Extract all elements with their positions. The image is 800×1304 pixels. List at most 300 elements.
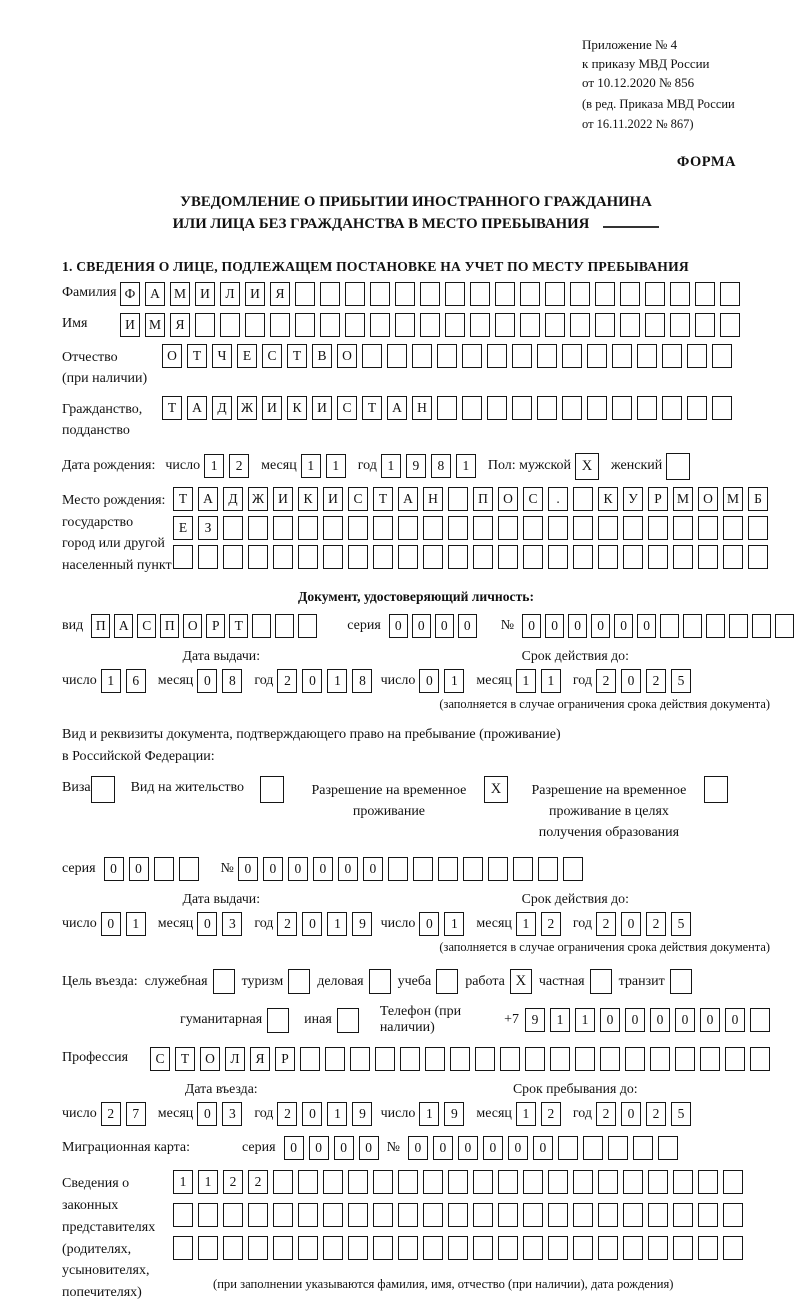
char-box: 0 — [129, 857, 149, 881]
char-box: И — [312, 396, 332, 420]
doc-issue-date — [62, 669, 381, 693]
char-box — [423, 1203, 443, 1227]
given-name-row — [62, 313, 770, 337]
char-box — [345, 282, 365, 306]
char-box — [623, 1236, 643, 1260]
char-box — [362, 344, 382, 368]
title-line2-wrap — [62, 213, 770, 235]
doc-issue-heading: Дата выдачи: — [182, 647, 261, 663]
char-box — [729, 614, 748, 638]
phone-section — [380, 1004, 770, 1036]
char-box — [695, 313, 715, 337]
char-box: З — [198, 516, 218, 540]
char-box — [598, 545, 618, 569]
char-box — [323, 1170, 343, 1194]
char-box — [295, 313, 315, 337]
char-box: 1 — [101, 669, 121, 693]
char-box — [648, 1203, 668, 1227]
char-box — [348, 1170, 368, 1194]
char-box — [595, 282, 615, 306]
annex-header — [582, 36, 770, 134]
char-box — [473, 1170, 493, 1194]
representatives-label-line3: представителях — [62, 1219, 156, 1235]
char-box — [173, 1236, 193, 1260]
char-box: 0 — [435, 614, 454, 638]
stay-doc-series-boxes — [104, 857, 199, 881]
char-box — [548, 1170, 568, 1194]
char-box — [563, 857, 583, 881]
representatives-label-line2: законных — [62, 1198, 119, 1214]
char-box: 1 — [327, 1102, 347, 1126]
char-box: Т — [373, 487, 393, 511]
char-box: 0 — [621, 1102, 641, 1126]
char-box — [573, 1170, 593, 1194]
char-box — [598, 516, 618, 540]
char-box — [273, 545, 293, 569]
char-box: 9 — [525, 1008, 545, 1032]
visa-label: Виза — [62, 780, 91, 796]
purpose-study — [398, 969, 459, 994]
stay-doc-issue-date — [62, 912, 381, 936]
char-box — [462, 344, 482, 368]
char-box: 2 — [596, 912, 616, 936]
char-box — [695, 282, 715, 306]
char-box: 5 — [671, 912, 691, 936]
doc-expiry-note: (заполняется в случае ограничения срока действия документа) — [439, 696, 770, 711]
char-box: 0 — [621, 912, 641, 936]
char-box — [420, 313, 440, 337]
year-label: год — [254, 672, 274, 688]
identity-doc-dates — [62, 648, 770, 712]
char-box: П — [91, 614, 110, 638]
page-title — [62, 191, 770, 235]
number-label: № — [500, 617, 515, 633]
purpose-other-checkbox — [337, 1008, 359, 1033]
char-box: 2 — [223, 1170, 243, 1194]
char-box — [608, 1136, 628, 1160]
char-box — [300, 1047, 320, 1071]
char-box: И — [262, 396, 282, 420]
char-box: И — [323, 487, 343, 511]
purpose-official-checkbox — [213, 969, 235, 994]
char-box — [525, 1047, 545, 1071]
surname-label: Фамилия — [62, 284, 117, 300]
char-box: Т — [229, 614, 248, 638]
day-label: число — [165, 458, 201, 474]
char-box: 2 — [277, 669, 297, 693]
char-box: 0 — [288, 857, 308, 881]
doc-expiry-col — [381, 648, 770, 712]
char-box — [273, 516, 293, 540]
char-box — [348, 516, 368, 540]
month-label: месяц — [476, 1106, 512, 1122]
char-box — [413, 857, 433, 881]
char-box: 0 — [675, 1008, 695, 1032]
citizenship-label-line2: подданство — [62, 422, 130, 438]
char-box: Р — [275, 1047, 295, 1071]
representatives-label-line4: (родителях, — [62, 1241, 132, 1257]
purpose-official — [145, 969, 235, 994]
char-box — [620, 313, 640, 337]
purpose-tourism-checkbox — [288, 969, 310, 994]
char-box — [323, 516, 343, 540]
char-box — [673, 516, 693, 540]
doc-expiry-month-boxes — [516, 669, 561, 693]
purpose-business — [317, 969, 390, 994]
char-box: 6 — [126, 669, 146, 693]
sex-female-checkbox — [666, 453, 690, 480]
char-box: М — [723, 487, 743, 511]
char-box — [723, 1236, 743, 1260]
stay-doc-issue-day-boxes — [101, 912, 146, 936]
char-box — [548, 1236, 568, 1260]
char-box — [748, 516, 768, 540]
char-box — [670, 282, 690, 306]
char-box — [648, 545, 668, 569]
section1-heading: 1. СВЕДЕНИЯ О ЛИЦЕ, ПОДЛЕЖАЩЕМ ПОСТАНОВКЕ НА УЧЕТ ПО МЕСТУ ПРЕБЫВАНИЯ — [62, 258, 689, 274]
stay-doc-intro-line1: Вид и реквизиты документа, подтверждающего право на пребывание (проживание) — [62, 726, 561, 742]
char-box — [323, 1203, 343, 1227]
purpose-work — [465, 969, 532, 994]
purpose-work-checkbox: X — [510, 969, 532, 994]
char-box: А — [187, 396, 207, 420]
entry-date-col — [62, 1081, 381, 1126]
birth-place-rows — [173, 487, 768, 569]
title-line1: УВЕДОМЛЕНИЕ О ПРИБЫТИИ ИНОСТРАННОГО ГРАЖДАНИНА — [180, 193, 652, 210]
char-box — [562, 344, 582, 368]
char-box — [523, 1203, 543, 1227]
char-box — [712, 344, 732, 368]
char-box: 1 — [516, 1102, 536, 1126]
purpose-private — [539, 969, 612, 994]
stay-doc-intro — [62, 724, 770, 769]
char-box: 5 — [671, 669, 691, 693]
purpose-transit — [619, 969, 692, 994]
series-label: серия — [242, 1140, 276, 1156]
char-box: 1 — [327, 669, 347, 693]
doc-issue-month-boxes — [197, 669, 242, 693]
visa-checkbox — [91, 776, 115, 803]
patronymic-label-line1: Отчество — [62, 349, 118, 365]
patronymic-boxes — [162, 344, 732, 368]
char-box — [437, 344, 457, 368]
doc-issue-year-boxes — [277, 669, 372, 693]
char-box: 2 — [596, 1102, 616, 1126]
char-box: 0 — [621, 669, 641, 693]
purpose-humanitarian — [180, 1008, 289, 1033]
char-box — [195, 313, 215, 337]
month-label: месяц — [157, 672, 194, 688]
char-box — [648, 516, 668, 540]
char-box: 1 — [381, 454, 401, 478]
char-box — [348, 1203, 368, 1227]
stay-doc-expiry-date — [381, 912, 770, 936]
char-box: К — [287, 396, 307, 420]
char-box: 0 — [545, 614, 564, 638]
char-box — [550, 1047, 570, 1071]
char-box: 0 — [637, 614, 656, 638]
char-box — [548, 516, 568, 540]
char-box — [637, 396, 657, 420]
char-box: Б — [748, 487, 768, 511]
char-box: И — [120, 313, 140, 337]
month-label: месяц — [261, 458, 297, 474]
char-box: 0 — [334, 1136, 354, 1160]
temp-residence-option — [300, 776, 508, 822]
char-box: А — [398, 487, 418, 511]
char-box: 2 — [248, 1170, 268, 1194]
stay-until-month-boxes — [516, 1102, 561, 1126]
char-box — [660, 614, 679, 638]
char-box — [475, 1047, 495, 1071]
char-box — [587, 396, 607, 420]
doc-expiry-date — [381, 669, 770, 693]
char-box — [750, 1047, 770, 1071]
birth-place-row1-boxes — [173, 487, 768, 511]
char-box: М — [145, 313, 165, 337]
char-box — [537, 344, 557, 368]
char-box: О — [498, 487, 518, 511]
char-box: 8 — [222, 669, 242, 693]
char-box — [558, 1136, 578, 1160]
doc-kind-boxes — [91, 614, 317, 638]
citizenship-label — [62, 396, 162, 441]
stay-doc-expiry-year-boxes — [596, 912, 691, 936]
birth-place-label-line4: населенный пункт — [62, 557, 172, 573]
char-box — [598, 1236, 618, 1260]
char-box — [748, 545, 768, 569]
patronymic-label — [62, 344, 162, 389]
char-box: 0 — [197, 669, 217, 693]
char-box — [520, 282, 540, 306]
char-box — [612, 344, 632, 368]
char-box: 1 — [456, 454, 476, 478]
day-label: число — [62, 672, 97, 688]
month-label: месяц — [476, 916, 512, 932]
purpose-other — [304, 1008, 359, 1033]
char-box: Ж — [237, 396, 257, 420]
char-box — [423, 545, 443, 569]
doc-number-boxes — [522, 614, 794, 638]
char-box — [662, 344, 682, 368]
char-box — [248, 545, 268, 569]
char-box — [223, 1236, 243, 1260]
char-box — [450, 1047, 470, 1071]
char-box — [179, 857, 199, 881]
char-box: 0 — [338, 857, 358, 881]
char-box: 0 — [302, 1102, 322, 1126]
char-box: 0 — [700, 1008, 720, 1032]
char-box — [438, 857, 458, 881]
char-box — [448, 487, 468, 511]
visa-option — [62, 776, 115, 803]
char-box — [675, 1047, 695, 1071]
char-box — [198, 545, 218, 569]
char-box: 0 — [508, 1136, 528, 1160]
purpose-humanitarian-checkbox — [267, 1008, 289, 1033]
purpose-transit-label: транзит — [618, 973, 665, 989]
char-box: О — [162, 344, 182, 368]
stay-doc-intro-line2: в Российской Федерации: — [62, 749, 215, 765]
doc-issue-col — [62, 648, 381, 712]
char-box: С — [337, 396, 357, 420]
char-box: 1 — [575, 1008, 595, 1032]
purpose-business-checkbox — [369, 969, 391, 994]
stay-doc-expiry-month-boxes — [516, 912, 561, 936]
char-box — [487, 344, 507, 368]
char-box: 0 — [302, 912, 322, 936]
char-box — [473, 545, 493, 569]
representatives-row1-boxes — [173, 1170, 743, 1194]
doc-kind-label: вид — [62, 617, 84, 633]
patronymic-row — [62, 344, 770, 389]
char-box — [720, 313, 740, 337]
doc-series-boxes — [389, 614, 477, 638]
char-box — [298, 516, 318, 540]
purpose-tourism-label: туризм — [241, 973, 284, 989]
char-box: Т — [162, 396, 182, 420]
char-box — [373, 545, 393, 569]
series-label: серия — [347, 617, 381, 633]
char-box — [700, 1047, 720, 1071]
char-box — [570, 313, 590, 337]
char-box: Д — [212, 396, 232, 420]
char-box: 1 — [326, 454, 346, 478]
surname-row — [62, 282, 770, 306]
char-box: 0 — [263, 857, 283, 881]
representatives-label-line6: попечителях) — [62, 1284, 142, 1300]
surname-boxes — [120, 282, 740, 306]
char-box — [423, 516, 443, 540]
char-box — [198, 1203, 218, 1227]
char-box — [298, 545, 318, 569]
char-box — [423, 1236, 443, 1260]
char-box — [573, 487, 593, 511]
char-box: 0 — [458, 1136, 478, 1160]
char-box — [420, 282, 440, 306]
char-box — [723, 1203, 743, 1227]
char-box — [598, 1203, 618, 1227]
stay-until-col — [381, 1081, 770, 1126]
char-box: 9 — [352, 912, 372, 936]
char-box: 9 — [444, 1102, 464, 1126]
representatives-row2-boxes — [173, 1203, 743, 1227]
char-box — [573, 1203, 593, 1227]
temp-residence-label: Разрешение на временное проживание — [311, 783, 467, 820]
char-box — [498, 545, 518, 569]
char-box: 8 — [431, 454, 451, 478]
char-box — [387, 344, 407, 368]
char-box: 0 — [197, 1102, 217, 1126]
char-box: Н — [423, 487, 443, 511]
char-box — [423, 1170, 443, 1194]
char-box — [448, 1203, 468, 1227]
identity-doc-heading: Документ, удостоверяющий личность: — [298, 588, 534, 604]
char-box: С — [150, 1047, 170, 1071]
char-box: 0 — [359, 1136, 379, 1160]
char-box: Я — [250, 1047, 270, 1071]
char-box — [425, 1047, 445, 1071]
year-label: год — [254, 916, 274, 932]
representatives-rows — [173, 1170, 743, 1303]
birth-day-boxes — [204, 454, 249, 478]
title-line2: ИЛИ ЛИЦА БЕЗ ГРАЖДАНСТВА В МЕСТО ПРЕБЫВАНИЯ — [172, 215, 590, 232]
char-box — [498, 1170, 518, 1194]
char-box: 1 — [173, 1170, 193, 1194]
char-box — [248, 1236, 268, 1260]
doc-expiry-heading: Срок действия до: — [521, 647, 629, 663]
entry-date-heading: Дата въезда: — [184, 1081, 258, 1097]
char-box: 0 — [101, 912, 121, 936]
char-box — [373, 516, 393, 540]
char-box: 3 — [222, 1102, 242, 1126]
char-box — [538, 857, 558, 881]
day-label: число — [380, 1106, 416, 1122]
char-box — [373, 1236, 393, 1260]
char-box: 1 — [327, 912, 347, 936]
char-box — [437, 396, 457, 420]
char-box: 1 — [126, 912, 146, 936]
char-box: 0 — [389, 614, 408, 638]
representatives-note: (при заполнении указываются фамилия, имя, отчество (при наличии), дата рождения) — [213, 1277, 674, 1292]
char-box — [448, 1236, 468, 1260]
temp-residence-education-option — [518, 776, 728, 843]
char-box — [570, 282, 590, 306]
char-box — [523, 1236, 543, 1260]
char-box — [723, 516, 743, 540]
char-box — [706, 614, 725, 638]
char-box: О — [183, 614, 202, 638]
char-box: 0 — [284, 1136, 304, 1160]
char-box: 0 — [433, 1136, 453, 1160]
char-box: 0 — [408, 1136, 428, 1160]
char-box — [375, 1047, 395, 1071]
char-box — [473, 516, 493, 540]
year-label: год — [357, 458, 377, 474]
purpose-row — [62, 969, 770, 994]
citizenship-label-line1: Гражданство, — [62, 401, 143, 417]
purpose-label: Цель въезда: — [62, 973, 138, 989]
char-box: 0 — [309, 1136, 329, 1160]
char-box: 9 — [406, 454, 426, 478]
char-box: 1 — [516, 912, 536, 936]
temp-residence-education-checkbox — [704, 776, 728, 803]
char-box: 0 — [419, 669, 439, 693]
stay-doc-number-boxes — [238, 857, 583, 881]
form-label: ФОРМА — [676, 153, 736, 170]
char-box — [598, 1170, 618, 1194]
char-box: 0 — [104, 857, 124, 881]
char-box: 0 — [363, 857, 383, 881]
char-box: 2 — [101, 1102, 121, 1126]
stay-doc-series-row — [62, 857, 770, 881]
doc-expiry-year-boxes — [596, 669, 691, 693]
char-box: Н — [412, 396, 432, 420]
char-box — [752, 614, 771, 638]
title-blank-underline — [603, 214, 659, 228]
char-box — [323, 1236, 343, 1260]
char-box — [323, 545, 343, 569]
char-box — [513, 857, 533, 881]
migration-card-label: Миграционная карта: — [62, 1140, 191, 1156]
purpose-official-label: служебная — [144, 973, 208, 989]
char-box: К — [598, 487, 618, 511]
char-box — [248, 1203, 268, 1227]
char-box — [775, 614, 794, 638]
char-box — [523, 1170, 543, 1194]
profession-row — [62, 1047, 770, 1071]
char-box — [470, 282, 490, 306]
